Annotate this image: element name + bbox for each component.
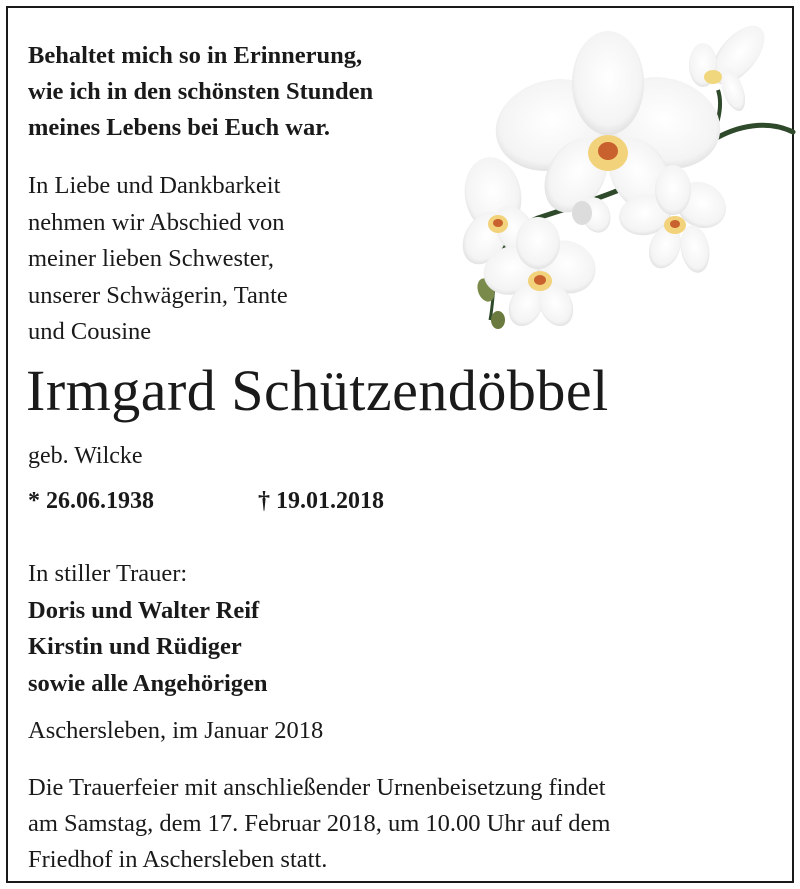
maiden-name: geb. Wilcke	[28, 443, 143, 469]
motto-line: wie ich in den schönsten Stunden	[28, 78, 374, 105]
obituary-frame	[6, 6, 794, 883]
intro-line: und Cousine	[28, 318, 152, 345]
mourner-name: sowie alle Angehörigen	[28, 669, 268, 697]
mourner-name: Doris und Walter Reif	[28, 596, 260, 624]
motto-line: meines Lebens bei Euch war.	[28, 114, 330, 141]
place-and-date: Aschersleben, im Januar 2018	[28, 717, 324, 744]
notice-line: am Samstag, dem 17. Februar 2018, um 10.00 Uhr auf dem	[28, 810, 611, 837]
death-date: † 19.01.2018	[258, 488, 384, 514]
intro-line: nehmen wir Abschied von	[28, 208, 285, 236]
birth-date: * 26.06.1938	[28, 488, 154, 514]
notice-line: Friedhof in Aschersleben statt.	[28, 846, 328, 873]
intro-line: In Liebe und Dankbarkeit	[28, 172, 281, 199]
funeral-notice	[28, 770, 788, 878]
notice-line: Die Trauerfeier mit anschließender Urnenbeisetzung findet	[28, 774, 606, 801]
mourners-label: In stiller Trauer:	[28, 560, 188, 587]
motto-line: Behaltet mich so in Erinnerung,	[28, 42, 363, 69]
intro-line: unserer Schwägerin, Tante	[28, 281, 288, 309]
orchid-illustration	[448, 20, 798, 340]
deceased-name: Irmgard Schützendöbbel	[26, 358, 609, 423]
mourners-block	[28, 556, 528, 702]
intro-text	[28, 168, 448, 351]
intro-line: meiner lieben Schwester,	[28, 245, 274, 272]
mourner-name: Kirstin und Rüdiger	[28, 633, 242, 660]
motto-verse	[28, 38, 468, 146]
